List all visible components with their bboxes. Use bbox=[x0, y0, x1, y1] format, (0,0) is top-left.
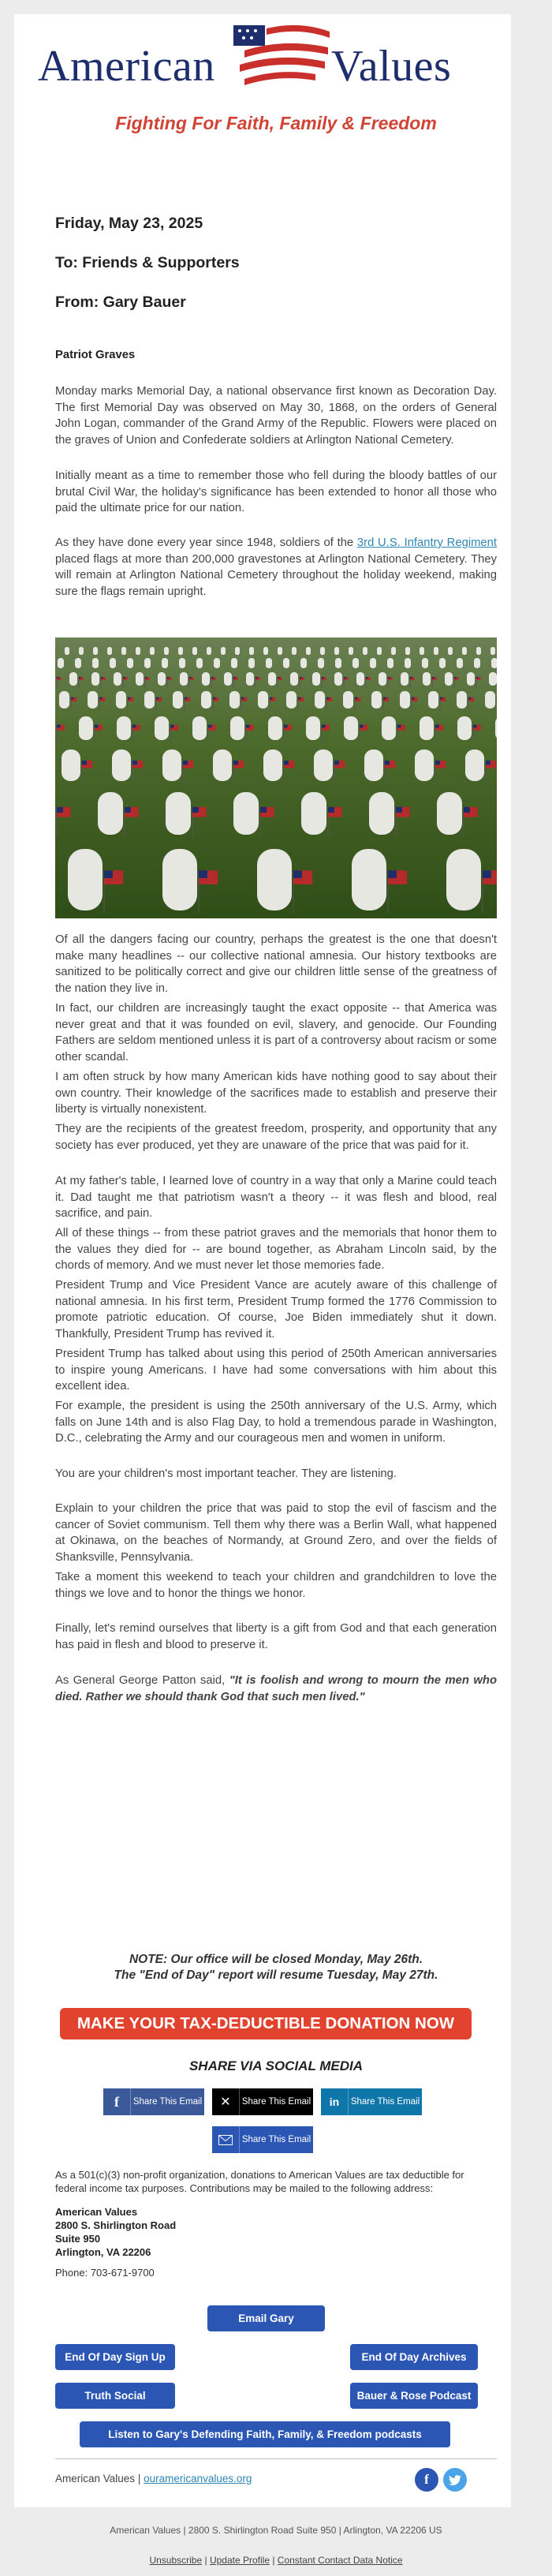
headstone bbox=[312, 672, 320, 686]
flag-canton bbox=[293, 870, 302, 878]
flag-canton bbox=[132, 761, 137, 765]
flag-canton bbox=[483, 870, 491, 878]
headstone bbox=[318, 658, 324, 668]
flag-canton bbox=[95, 725, 98, 728]
flag-canton bbox=[255, 677, 257, 679]
headstone bbox=[180, 672, 188, 686]
paragraph-17 bbox=[55, 1673, 497, 1705]
headstone bbox=[349, 647, 353, 655]
headstone bbox=[266, 658, 272, 668]
flag-canton bbox=[104, 870, 113, 878]
card-footer bbox=[55, 2473, 252, 2484]
paragraph-2: Initially meant as a time to remember those who fell during the bloody battles of our brutal Civil War, the holiday's significance has been extended to honor all those who paid the ultimate price for our nation. bbox=[55, 469, 497, 514]
flag-canton bbox=[388, 870, 397, 878]
paragraph-8: At my father's table, I learned love of country in a way that only a Marine could teach it. Dad taught me that patriotism wasn't a theory -- it was flesh and blood, real sacrifice, and pain. bbox=[55, 1175, 497, 1220]
headstone bbox=[114, 672, 121, 686]
flag-canton bbox=[128, 697, 130, 700]
headstone bbox=[192, 716, 207, 740]
paragraph-3-start: As they have done every year since 1948, soldiers of the bbox=[55, 537, 357, 549]
headstone bbox=[334, 647, 339, 655]
note-line-2: The "End of Day" report will resume Tuesday, May 27th. bbox=[114, 1968, 438, 1982]
flag-canton bbox=[334, 761, 339, 765]
address-city: Arlington, VA 22206 bbox=[55, 2246, 151, 2258]
headstone bbox=[290, 672, 298, 686]
headstone bbox=[343, 691, 353, 708]
note-line-1: NOTE: Our office will be closed Monday, May 26th. bbox=[129, 1953, 423, 1966]
headstone bbox=[485, 691, 495, 708]
paragraph-15: Take a moment this weekend to teach your children and grandchildren to love the things we love and to honor the things we honor. bbox=[55, 1571, 497, 1600]
headstone bbox=[377, 647, 382, 655]
flag-canton bbox=[57, 807, 63, 813]
headstone bbox=[258, 691, 268, 708]
footer-separator: | bbox=[137, 2473, 141, 2484]
headstone bbox=[116, 691, 126, 708]
paragraph-7: They are the recipients of the greatest freedom, prosperity, and opportunity that any society has ever produced, yet they are unaware of the price that was paid for it. bbox=[55, 1123, 497, 1152]
flag-canton bbox=[328, 807, 334, 813]
headstone bbox=[201, 691, 211, 708]
flag-canton bbox=[432, 677, 434, 679]
headstone bbox=[434, 647, 438, 655]
headstone bbox=[246, 672, 254, 686]
flag-canton bbox=[57, 725, 60, 728]
headstone bbox=[221, 647, 226, 655]
headstone bbox=[320, 647, 325, 655]
headstone bbox=[457, 658, 463, 668]
headstone bbox=[268, 716, 282, 740]
headstone bbox=[391, 647, 396, 655]
headstone bbox=[476, 647, 481, 655]
flag-canton bbox=[486, 761, 490, 765]
share-x-label: Share This Email bbox=[241, 2097, 311, 2107]
flag-canton bbox=[132, 725, 136, 728]
headstone bbox=[387, 658, 393, 668]
flag-canton bbox=[396, 807, 402, 813]
paragraph-6: I am often struck by how many American kids have nothing good to say about their own country. Their knowledge of the sacrifices made to establish and preserve their liberty is virtually nonexistent. bbox=[55, 1071, 497, 1116]
headstone bbox=[62, 750, 80, 781]
share-x-button[interactable] bbox=[212, 2088, 313, 2115]
headstone bbox=[301, 792, 326, 835]
headstone bbox=[379, 672, 386, 686]
headstone bbox=[405, 658, 411, 668]
headstone bbox=[98, 792, 123, 835]
flag-canton bbox=[211, 677, 213, 679]
headstone bbox=[491, 658, 497, 668]
email-to: To: Friends & Supporters bbox=[55, 254, 240, 271]
headstone bbox=[278, 647, 282, 655]
headstone bbox=[202, 672, 210, 686]
headstone bbox=[286, 691, 297, 708]
arlington-cemetery-photo bbox=[55, 637, 497, 918]
footer-org-name: American Values bbox=[55, 2473, 136, 2484]
email-gary-button[interactable]: Email Gary bbox=[207, 2305, 325, 2331]
headstone bbox=[110, 658, 116, 668]
headstone bbox=[121, 647, 126, 655]
headstone bbox=[91, 672, 99, 686]
flag-canton bbox=[284, 725, 287, 728]
headstone bbox=[352, 658, 359, 668]
headstone bbox=[428, 691, 438, 708]
headstone bbox=[166, 792, 191, 835]
headstone bbox=[300, 658, 307, 668]
paragraph-9: All of these things -- from these patriot graves and the memorials that honor them to the values they died for -- are bound together, as Abraham Lincoln said, by the chords of memory. And we must never let those memories fade. bbox=[55, 1227, 497, 1272]
website-link[interactable]: ouramericanvalues.org bbox=[144, 2473, 252, 2484]
headstone bbox=[263, 750, 282, 781]
headstone bbox=[420, 647, 424, 655]
flag-canton bbox=[326, 697, 329, 700]
logo-word-left: American bbox=[38, 42, 215, 91]
flag-canton bbox=[468, 697, 471, 700]
headstone bbox=[315, 691, 325, 708]
facebook-social-icon[interactable]: f bbox=[415, 2468, 438, 2492]
flag-canton bbox=[145, 677, 147, 679]
flag-canton bbox=[300, 677, 301, 679]
headstone bbox=[306, 716, 320, 740]
flag-canton bbox=[322, 677, 323, 679]
flag-canton bbox=[322, 725, 325, 728]
paragraph-5: In fact, our children are increasingly taught the exact opposite -- that America was never great and that it was founded on evil, slavery, and genocide. Our Founding Fathers are seldom mentioned unless it is part of a controversy about racism or some other scandal. bbox=[55, 1002, 497, 1064]
flag-canton bbox=[397, 725, 401, 728]
headstone bbox=[112, 750, 131, 781]
update-profile-link[interactable]: Update Profile bbox=[209, 2555, 270, 2566]
flag-canton bbox=[156, 697, 159, 700]
share-email-button[interactable] bbox=[212, 2126, 313, 2153]
headstone bbox=[448, 647, 453, 655]
headstone bbox=[158, 672, 166, 686]
headstone bbox=[462, 647, 467, 655]
headstone bbox=[231, 658, 237, 668]
cemetery-image bbox=[55, 637, 497, 918]
constant-contact-link[interactable]: Constant Contact Data Notice bbox=[277, 2555, 403, 2566]
flag-canton bbox=[79, 677, 80, 679]
flag-canton bbox=[125, 807, 131, 813]
headstone bbox=[314, 750, 333, 781]
article-title: Patriot Graves bbox=[55, 349, 136, 361]
headstone bbox=[489, 672, 497, 686]
headstone bbox=[369, 792, 394, 835]
headstone bbox=[207, 647, 211, 655]
headstone bbox=[196, 658, 203, 668]
paragraph-1: Monday marks Memorial Day, a national observance first known as Decoration Day. The first Memorial Day was observed on May 30, 1868, on the orders of General John Logan, commander of the Grand Army of the Republic. Flowers were placed on the graves of Union and Confederate soldiers at Arlington National Cemetery. bbox=[55, 385, 497, 447]
flag-canton bbox=[189, 677, 191, 679]
headstone bbox=[382, 716, 396, 740]
headstone bbox=[370, 658, 376, 668]
flag-canton bbox=[476, 677, 478, 679]
headstone bbox=[371, 691, 382, 708]
flag-canton bbox=[82, 761, 87, 765]
headstone bbox=[400, 691, 410, 708]
headstone bbox=[439, 658, 446, 668]
paragraph-12: For example, the president is using the 250th anniversary of the U.S. Army, which falls on June 14th and is also Flag Day, to hold a tremendous parade in Washington, D.C., celebrating the Army and our courageous men and women in uniform. bbox=[55, 1400, 497, 1445]
headstone bbox=[127, 658, 133, 668]
headstone bbox=[213, 750, 232, 781]
headstone bbox=[423, 672, 431, 686]
facebook-icon: f bbox=[103, 2088, 131, 2115]
share-facebook-button[interactable] bbox=[103, 2088, 204, 2115]
flag-canton bbox=[213, 697, 215, 700]
flag-canton bbox=[183, 761, 188, 765]
headstone bbox=[405, 647, 410, 655]
headstone bbox=[58, 658, 64, 668]
headstone bbox=[229, 691, 240, 708]
flag-canton bbox=[366, 677, 367, 679]
headstone bbox=[364, 750, 383, 781]
address-street: 2800 S. Shirlington Road bbox=[55, 2219, 177, 2231]
headstone bbox=[446, 849, 481, 910]
headstone bbox=[178, 647, 183, 655]
headstone bbox=[107, 647, 112, 655]
footer-address: American Values | 2800 S. Shirlington Road Suite 950 | Arlington, VA 22206 US bbox=[110, 2525, 442, 2536]
patton-intro: As General George Patton said, bbox=[55, 1674, 229, 1687]
flag-canton bbox=[99, 697, 102, 700]
headstone bbox=[420, 716, 434, 740]
flag-canton bbox=[385, 761, 390, 765]
phone-number: Phone: 703-671-9700 bbox=[55, 2267, 155, 2279]
headstone bbox=[437, 792, 462, 835]
flag-canton bbox=[167, 677, 169, 679]
flag-canton bbox=[199, 870, 207, 878]
footer-divider bbox=[55, 2458, 497, 2459]
headstone bbox=[144, 658, 151, 668]
headstone bbox=[214, 658, 220, 668]
flag-canton bbox=[284, 761, 289, 765]
headstone bbox=[415, 750, 434, 781]
flag-canton bbox=[233, 677, 235, 679]
footer-links: Unsubscribe | Update Profile | Constant Contact Data Notice bbox=[149, 2555, 403, 2566]
flag-canton bbox=[270, 697, 272, 700]
headstone bbox=[363, 647, 367, 655]
headstone bbox=[230, 716, 244, 740]
headstone bbox=[263, 647, 268, 655]
headstone bbox=[164, 647, 169, 655]
flag-canton bbox=[435, 725, 438, 728]
share-linkedin-label: Share This Email bbox=[350, 2097, 420, 2107]
share-linkedin-button[interactable] bbox=[321, 2088, 422, 2115]
paragraph-16: Finally, let's remind ourselves that liberty is a gift from God and that each generation has paid in flesh and blood to preserve it. bbox=[55, 1622, 497, 1651]
address-org: American Values bbox=[55, 2206, 138, 2218]
headstone bbox=[224, 672, 232, 686]
headstone bbox=[92, 658, 99, 668]
headstone bbox=[136, 647, 140, 655]
headstone bbox=[93, 647, 98, 655]
headstone bbox=[173, 691, 183, 708]
flag-canton bbox=[246, 725, 249, 728]
headstone bbox=[283, 658, 289, 668]
headstone bbox=[335, 658, 341, 668]
share-facebook-label: Share This Email bbox=[132, 2097, 203, 2107]
flag-canton bbox=[360, 725, 363, 728]
truth-social-button[interactable]: Truth Social bbox=[55, 2383, 175, 2409]
headstone bbox=[352, 849, 386, 910]
headstone bbox=[136, 672, 144, 686]
headstone bbox=[465, 750, 484, 781]
logo-word-right: Values bbox=[331, 42, 452, 91]
tagline: Fighting For Faith, Family & Freedom bbox=[115, 113, 437, 133]
x-icon: ✕ bbox=[212, 2088, 240, 2115]
flag-canton bbox=[208, 725, 211, 728]
flag-canton bbox=[412, 697, 414, 700]
headstone bbox=[248, 658, 255, 668]
infantry-regiment-link[interactable]: 3rd U.S. Infantry Regiment bbox=[356, 537, 498, 549]
flag-canton bbox=[388, 677, 390, 679]
headstone bbox=[117, 716, 131, 740]
flag-canton bbox=[464, 807, 470, 813]
headstone bbox=[474, 658, 480, 668]
flag-canton bbox=[355, 697, 357, 700]
headstone bbox=[68, 849, 103, 910]
headstone bbox=[150, 647, 155, 655]
flag-canton bbox=[278, 677, 279, 679]
headstone bbox=[235, 647, 240, 655]
paragraph-14: Explain to your children the price that was paid to stop the evil of fascism and the cancer of Soviet communism. Tell them why there was a Berlin Wall, what happened at Okinawa, on the beaches of Normandy, at Ground Zero, and over the fields of Shanksville, Pennsylvania. bbox=[55, 1502, 497, 1564]
office-closed-note bbox=[55, 1952, 497, 1983]
headstone bbox=[457, 716, 472, 740]
headstone bbox=[233, 792, 259, 835]
mailing-address bbox=[55, 2205, 176, 2259]
paragraph-10: President Trump and Vice President Vance are acutely aware of this challenge of national amnesia. In his first term, President Trump formed the 1776 Commission to promote patriotic education. Of course, Joe Biden immediately shut it down. Thankfully, President Trump has revived it. bbox=[55, 1279, 497, 1340]
headstone bbox=[334, 672, 342, 686]
flag-canton bbox=[71, 697, 73, 700]
headstone bbox=[179, 658, 185, 668]
flag-canton bbox=[185, 697, 187, 700]
flag-canton bbox=[435, 761, 440, 765]
flag-canton bbox=[454, 677, 456, 679]
headstone bbox=[422, 658, 428, 668]
headstone bbox=[162, 849, 197, 910]
headstone bbox=[344, 716, 358, 740]
headstone bbox=[192, 647, 197, 655]
headstone bbox=[88, 691, 98, 708]
email-date: Friday, May 23, 2025 bbox=[55, 215, 203, 232]
headstone bbox=[268, 672, 276, 686]
flag-canton bbox=[260, 807, 267, 813]
paragraph-4: Of all the dangers facing our country, perhaps the greatest is the one that doesn't make many headlines -- our collective national amnesia. Our history textbooks are sanitized to be politically correct and give our children little sense of the greatness of the nation they live in. bbox=[55, 933, 497, 995]
listen-podcasts-button[interactable]: Listen to Gary's Defending Faith, Family, & Freedom podcasts bbox=[80, 2421, 450, 2447]
address-suite: Suite 950 bbox=[55, 2233, 101, 2245]
paragraph-11: President Trump has talked about using this period of 250th American anniversaries to inspire young Americans. I have had some conversations with him about this excellent idea. bbox=[55, 1348, 497, 1393]
american-values-logo[interactable] bbox=[38, 21, 514, 95]
headstone bbox=[162, 750, 181, 781]
headstone bbox=[69, 672, 77, 686]
headstone bbox=[75, 658, 81, 668]
share-section-title: SHARE VIA SOCIAL MEDIA bbox=[188, 2058, 364, 2073]
headstone bbox=[155, 716, 169, 740]
eod-signup-button[interactable]: End Of Day Sign Up bbox=[55, 2344, 175, 2370]
headstone bbox=[292, 647, 297, 655]
headstone bbox=[467, 672, 475, 686]
flag-canton bbox=[298, 697, 300, 700]
headstone bbox=[162, 658, 168, 668]
share-email-label: Share This Email bbox=[241, 2135, 311, 2144]
flag-canton bbox=[383, 697, 386, 700]
headstone bbox=[79, 647, 84, 655]
headstone bbox=[445, 672, 453, 686]
flag-canton bbox=[170, 725, 173, 728]
flag-canton bbox=[123, 677, 125, 679]
tax-disclaimer: As a 501(c)(3) non-profit organization, donations to American Values are tax deductible for federal income tax purposes. Contributions may be mailed to the following address: bbox=[55, 2169, 464, 2194]
donate-button[interactable]: MAKE YOUR TAX-DEDUCTIBLE DONATION NOW bbox=[60, 2008, 472, 2039]
flag-canton bbox=[440, 697, 442, 700]
patton-quote: "It is foolish and wrong to mourn the men who died. Rather we should thank God that such men lived." bbox=[55, 1674, 497, 1703]
flag-canton bbox=[241, 697, 244, 700]
headstone bbox=[59, 691, 69, 708]
flag-canton bbox=[410, 677, 412, 679]
twitter-social-icon[interactable] bbox=[443, 2468, 467, 2492]
flag-canton bbox=[57, 677, 58, 679]
flag-canton bbox=[101, 677, 103, 679]
envelope-icon bbox=[212, 2126, 240, 2153]
flag-canton bbox=[233, 761, 238, 765]
eod-archives-button[interactable]: End Of Day Archives bbox=[350, 2344, 478, 2370]
paragraph-3-end: placed flags at more than 200,000 gravestones at Arlington National Cemetery. They will remain at Arlington National Cemetery throughout the holiday weekend, making sure the flags remain upright. bbox=[55, 552, 497, 598]
flag-canton bbox=[344, 677, 345, 679]
headstone bbox=[144, 691, 155, 708]
podcast-button[interactable]: Bauer & Rose Podcast bbox=[350, 2383, 478, 2409]
email-from: From: Gary Bauer bbox=[55, 293, 186, 311]
unsubscribe-link[interactable]: Unsubscribe bbox=[149, 2555, 203, 2566]
headstone bbox=[65, 647, 69, 655]
linkedin-icon: in bbox=[321, 2088, 349, 2115]
flag-canton bbox=[192, 807, 199, 813]
headstone bbox=[249, 647, 254, 655]
headstone bbox=[356, 672, 364, 686]
flag-emblem-icon bbox=[229, 21, 331, 95]
headstone bbox=[457, 691, 467, 708]
headstone bbox=[79, 716, 93, 740]
flag-canton bbox=[473, 725, 476, 728]
headstone bbox=[306, 647, 311, 655]
headstone bbox=[401, 672, 408, 686]
headstone bbox=[257, 849, 292, 910]
paragraph-3 bbox=[55, 535, 497, 600]
headstone bbox=[490, 647, 495, 655]
paragraph-13: You are your children's most important teacher. They are listening. bbox=[55, 1467, 397, 1480]
